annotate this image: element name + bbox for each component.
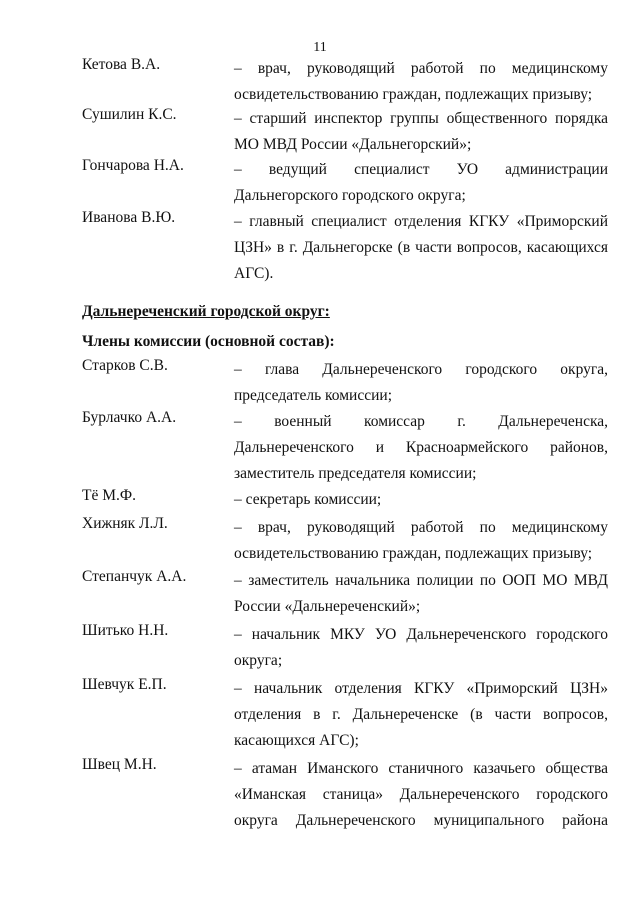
- member-role: – атаман Иманского станичного казачьего общества «Иманская станица» Дальнереченского городского округа Дальнереченского муниципального района: [234, 760, 608, 829]
- member-role: – начальник МКУ УО Дальнереченского городского округа;: [234, 626, 608, 669]
- member-name: Степанчук А.А.: [82, 568, 187, 585]
- member-name: Бурлачко А.А.: [82, 409, 177, 426]
- member-name: Иванова В.Ю.: [82, 209, 176, 226]
- member-role: – старший инспектор группы общественного порядка МО МВД России «Дальнегорский»;: [234, 110, 608, 153]
- member-role: – врач, руководящий работой по медицинскому освидетельствованию граждан, подлежащих призыву;: [234, 519, 608, 562]
- section-title: Дальнереченский городской округ:: [82, 303, 330, 320]
- member-name: Швец М.Н.: [82, 756, 157, 773]
- member-role: – ведущий специалист УО администрации Дальнегорского городского округа;: [234, 161, 608, 204]
- member-name: Тё М.Ф.: [82, 487, 137, 504]
- member-role: – военный комиссар г. Дальнереченска, Дальнереченского и Красноармейского районов, заместитель председателя комиссии;: [234, 413, 608, 482]
- member-role: – заместитель начальника полиции по ООП МО МВД России «Дальнереченский»;: [234, 572, 608, 615]
- member-name: Шитько Н.Н.: [82, 622, 169, 639]
- page-number: 11: [313, 40, 327, 55]
- member-name: Сушилин К.С.: [82, 106, 177, 123]
- member-name: Гончарова Н.А.: [82, 157, 184, 174]
- member-role: – главный специалист отделения КГКУ «Приморский ЦЗН» в г. Дальнегорске (в части вопросов, касающихся АГС).: [234, 213, 608, 282]
- member-role: – глава Дальнереченского городского округа, председатель комиссии;: [234, 361, 608, 404]
- member-role: – секретарь комиссии;: [234, 491, 382, 508]
- member-name: Кетова В.А.: [82, 56, 161, 73]
- section-subtitle: Члены комиссии (основной состав):: [82, 333, 335, 350]
- member-name: Шевчук Е.П.: [82, 676, 167, 693]
- member-name: Старков С.В.: [82, 357, 168, 374]
- member-name: Хижняк Л.Л.: [82, 515, 168, 532]
- member-role: – врач, руководящий работой по медицинскому освидетельствованию граждан, подлежащих призыву;: [234, 60, 608, 103]
- member-role: – начальник отделения КГКУ «Приморский ЦЗН» отделения в г. Дальнереченске (в части вопросов, касающихся АГС);: [234, 680, 608, 749]
